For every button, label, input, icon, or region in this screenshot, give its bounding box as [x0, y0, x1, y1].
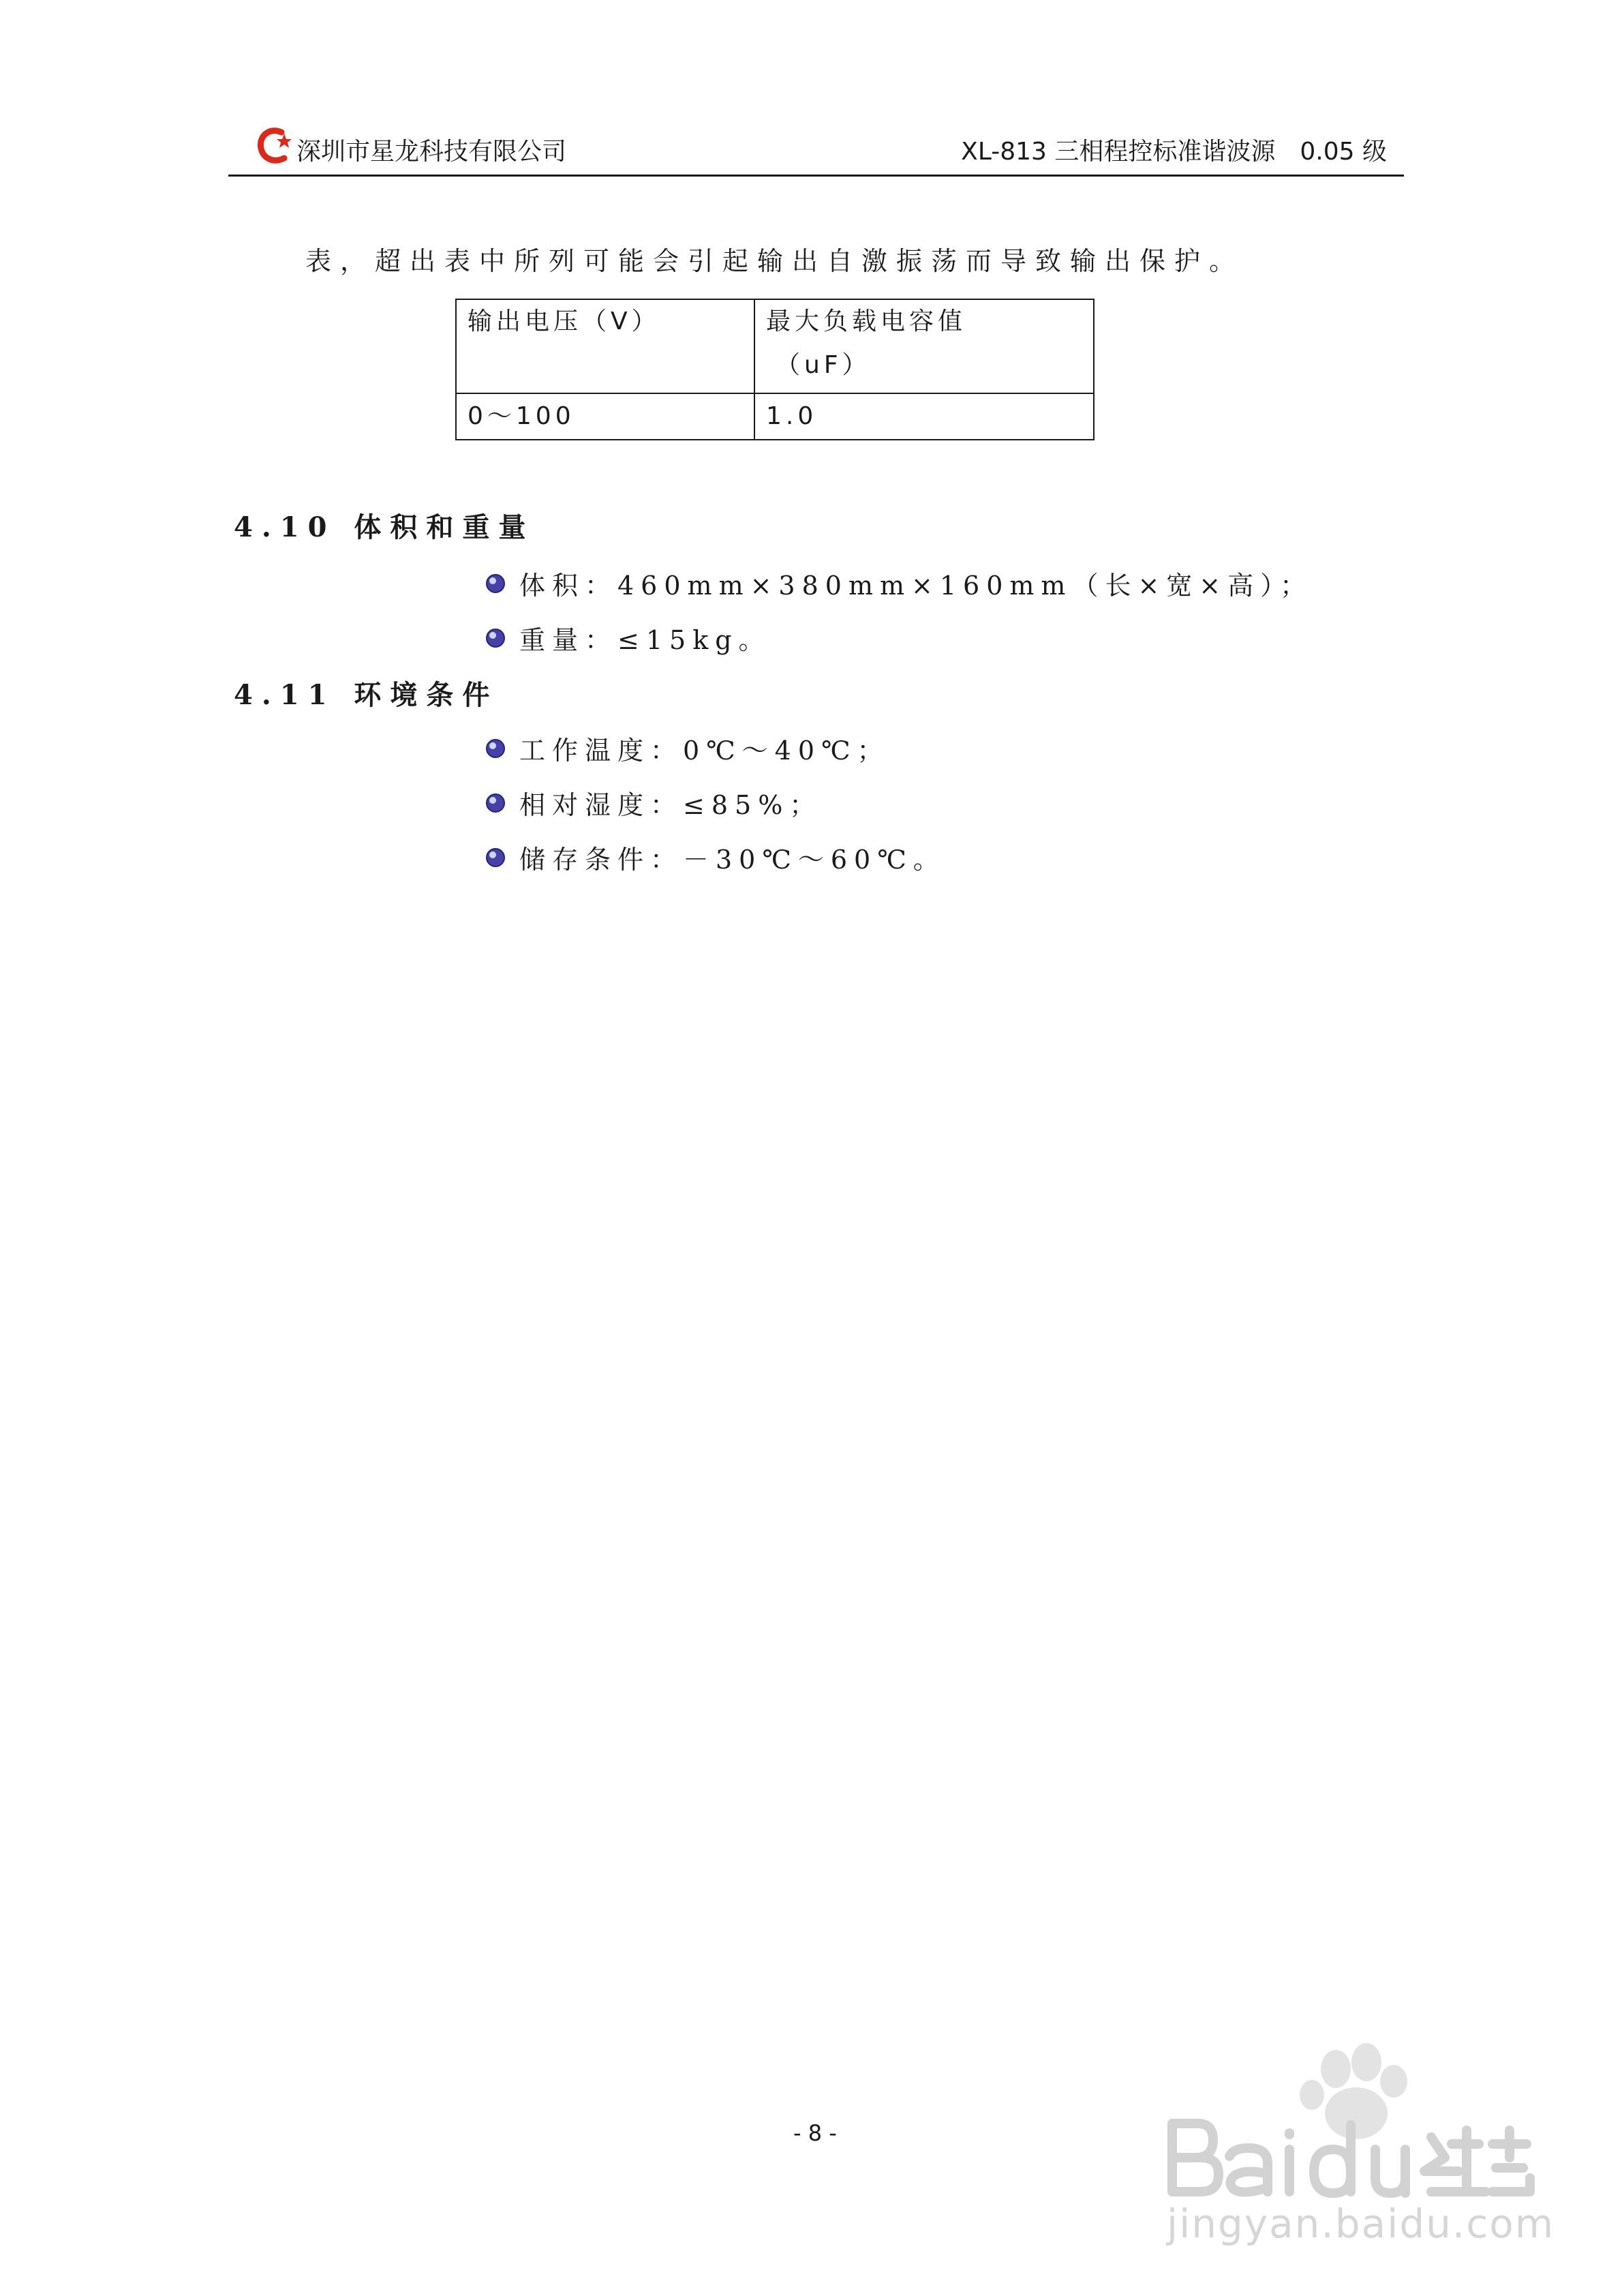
table-header-capacitance — [754, 299, 1094, 393]
page-header — [228, 123, 1404, 177]
capacitance-table — [455, 299, 1095, 440]
list-item — [485, 619, 771, 656]
round-bullet-icon — [485, 573, 506, 594]
table-cell-voltage: 0～100 — [456, 393, 754, 440]
header-divider — [228, 175, 1404, 177]
list-item-text: 工作温度：0℃～40℃； — [519, 736, 890, 766]
star-c-logo-icon — [254, 123, 295, 170]
table-header-voltage: 输出电压（V） — [456, 299, 754, 393]
table-header-row — [456, 299, 1094, 393]
intro-paragraph: 表，超出表中所列可能会引起输出自激振荡而导致输出保护。 — [305, 246, 1244, 276]
page-number: - 8 - — [793, 2120, 837, 2146]
round-bullet-icon — [485, 628, 506, 648]
table-cell-capacitance: 1.0 — [754, 393, 1094, 440]
list-item — [485, 784, 822, 821]
section-title-environment: 4.11 环境条件 — [234, 679, 499, 711]
list-item-text: 重量：≤15kg。 — [519, 625, 771, 655]
list-item-text: 相对湿度：≤85%； — [519, 790, 823, 820]
round-bullet-icon — [485, 738, 506, 759]
list-item — [485, 564, 1313, 602]
table-row — [456, 393, 1094, 440]
table-header-capacitance-unit: （uF） — [776, 351, 871, 379]
company-name: 深圳市星龙科技有限公司 — [296, 138, 567, 166]
round-bullet-icon — [485, 847, 506, 868]
list-item-text: 体积：460mm×380mm×160mm（长×宽×高）； — [519, 571, 1313, 601]
list-item — [485, 839, 946, 876]
list-item-text: 储存条件：－30℃～60℃。 — [519, 845, 946, 875]
watermark-url: jingyan.baidu.com — [1167, 2201, 1555, 2247]
document-title: XL-813 三相程控标准谐波源 0.05 级 — [961, 138, 1387, 166]
round-bullet-icon — [485, 793, 506, 813]
section-title-volume-weight: 4.10 体积和重量 — [234, 511, 535, 543]
list-item — [485, 729, 890, 767]
table-header-capacitance-label: 最大负载电容值 — [766, 307, 967, 335]
